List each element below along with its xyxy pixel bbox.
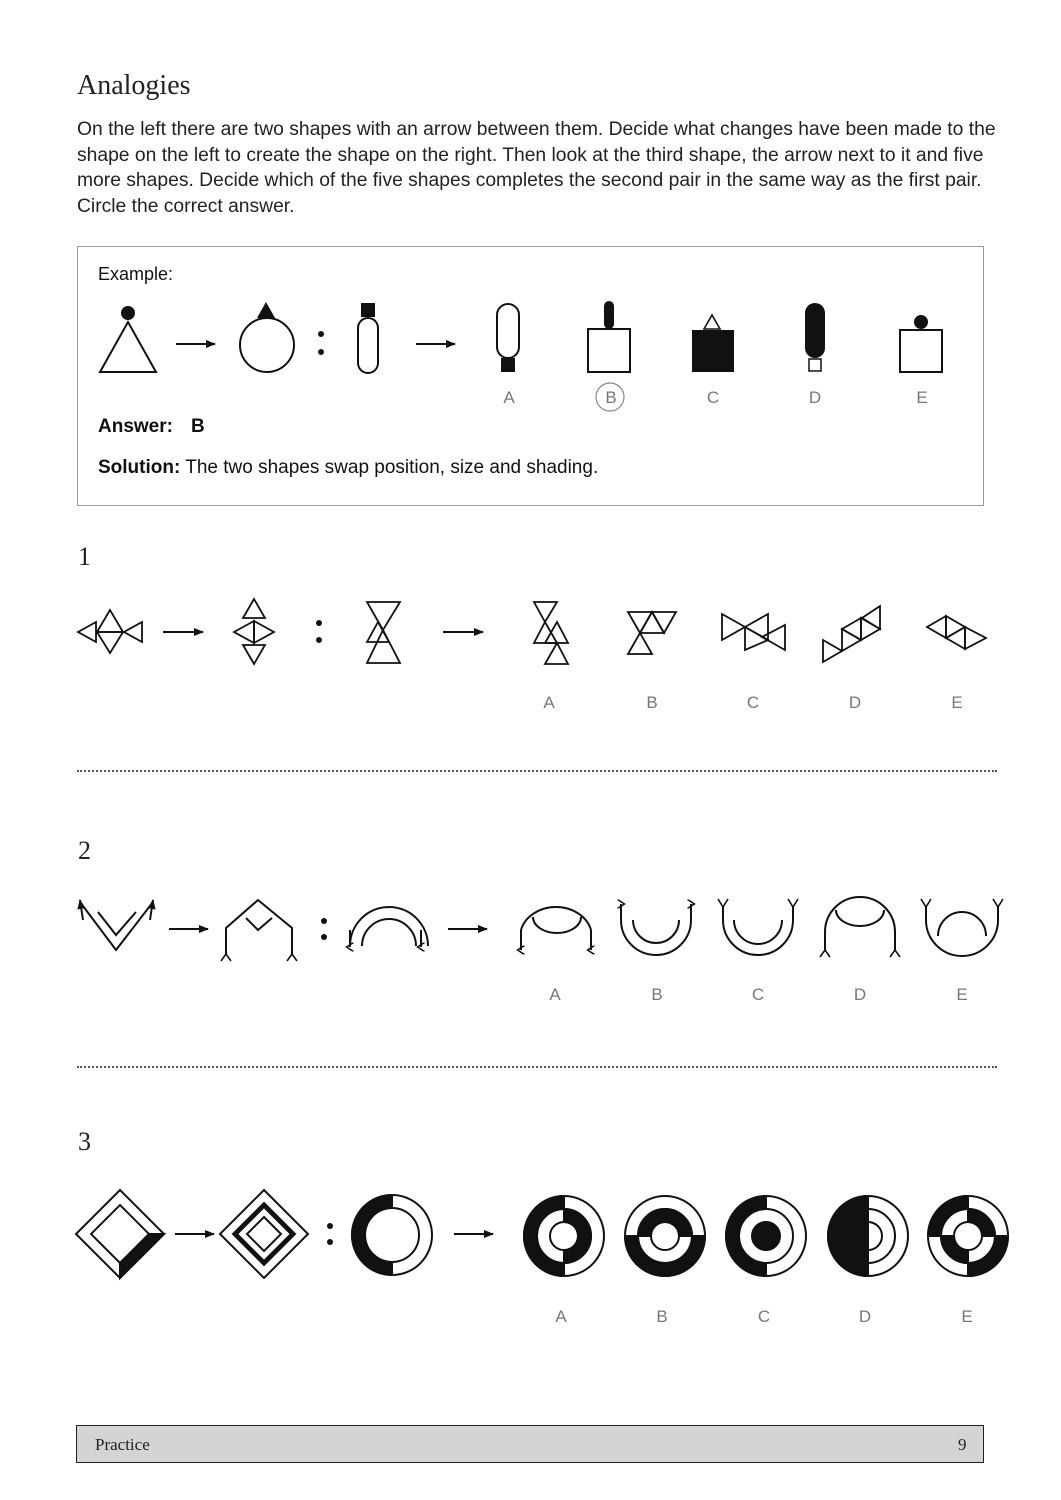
colon-icon <box>321 918 327 940</box>
q2-option-b-shape <box>621 904 691 955</box>
q1-option-e-shape <box>927 616 986 649</box>
q1-shape-3 <box>367 602 400 663</box>
colon-icon <box>327 1223 333 1245</box>
option-label-b[interactable]: B <box>605 388 617 407</box>
q2-shape-2 <box>221 900 297 961</box>
option-e-shape <box>900 315 942 372</box>
q1-option-c-shape <box>722 614 785 650</box>
option-label-c[interactable]: C <box>751 985 765 1004</box>
option-label-c[interactable]: C <box>746 693 760 712</box>
q3-option-a-shape <box>524 1196 604 1276</box>
question-number: 3 <box>78 1127 91 1156</box>
q2-option-a-shape <box>521 907 591 950</box>
option-label-d[interactable]: D <box>853 985 867 1004</box>
page-title: Analogies <box>77 70 191 101</box>
option-label-d[interactable]: D <box>848 693 862 712</box>
colon-icon <box>318 331 324 355</box>
page-number: 9 <box>958 1435 967 1454</box>
option-label-a[interactable]: A <box>549 985 561 1004</box>
q2-option-c-shape <box>718 899 798 955</box>
option-b-shape <box>588 301 630 372</box>
q2-option-d-shape <box>820 897 900 957</box>
example-shape-1 <box>100 306 156 372</box>
example-label: Example: <box>98 264 174 284</box>
q2-shape-1 <box>80 900 153 950</box>
solution-label: Solution: <box>98 457 181 478</box>
option-label-c[interactable]: C <box>706 388 720 407</box>
q1-shape-2 <box>234 599 274 664</box>
option-label-e[interactable]: E <box>961 1307 973 1326</box>
option-label-d[interactable]: D <box>808 388 822 407</box>
q2-shape-3 <box>350 907 428 947</box>
q1-option-b-shape <box>628 612 676 654</box>
option-label-b[interactable]: B <box>651 985 663 1004</box>
q1-option-a-shape <box>534 602 568 664</box>
option-label-b[interactable]: B <box>656 1307 668 1326</box>
question-number: 1 <box>78 542 91 571</box>
option-label-e[interactable]: E <box>916 388 928 407</box>
option-label-e[interactable]: E <box>956 985 968 1004</box>
option-label-a[interactable]: A <box>555 1307 567 1326</box>
option-label-a[interactable]: A <box>543 693 555 712</box>
q3-option-d-shape <box>828 1196 908 1276</box>
q3-shape-3 <box>352 1195 432 1275</box>
option-label-e[interactable]: E <box>951 693 963 712</box>
answer-label: Answer: <box>98 416 173 437</box>
option-label-c[interactable]: C <box>757 1307 771 1326</box>
option-a-shape <box>497 304 519 372</box>
solution-text: The two shapes swap position, size and shading. <box>185 457 599 478</box>
q2-option-e-shape <box>921 899 1003 956</box>
option-c-shape <box>692 315 734 372</box>
option-label-a[interactable]: A <box>503 388 515 407</box>
q3-shape-1 <box>76 1190 164 1278</box>
q3-shape-2 <box>220 1190 308 1278</box>
example-shape-3 <box>358 303 378 373</box>
answer-circle <box>596 383 624 411</box>
example-shape-2 <box>240 302 294 372</box>
option-label-d[interactable]: D <box>858 1307 872 1326</box>
q3-option-b-shape <box>625 1196 705 1276</box>
question-number: 2 <box>78 836 91 865</box>
footer-section: Practice <box>95 1435 150 1454</box>
q3-option-e-shape <box>928 1196 1008 1276</box>
colon-icon <box>316 620 322 643</box>
instructions-paragraph: On the left there are two shapes with an arrow between them. Decide what changes have been made to the shape on the left to create the shape on the right. Then look at the third shape, the arrow next to it and five more shapes. Decide which of the five shapes completes the second pair in the same way as the first pair. Circle the correct answer. <box>77 119 996 217</box>
option-label-b[interactable]: B <box>646 693 658 712</box>
answer-value: B <box>190 416 205 437</box>
q1-shape-1 <box>78 610 142 653</box>
q3-option-c-shape <box>726 1196 806 1276</box>
q1-option-d-shape <box>823 606 880 662</box>
option-d-shape <box>805 303 825 371</box>
